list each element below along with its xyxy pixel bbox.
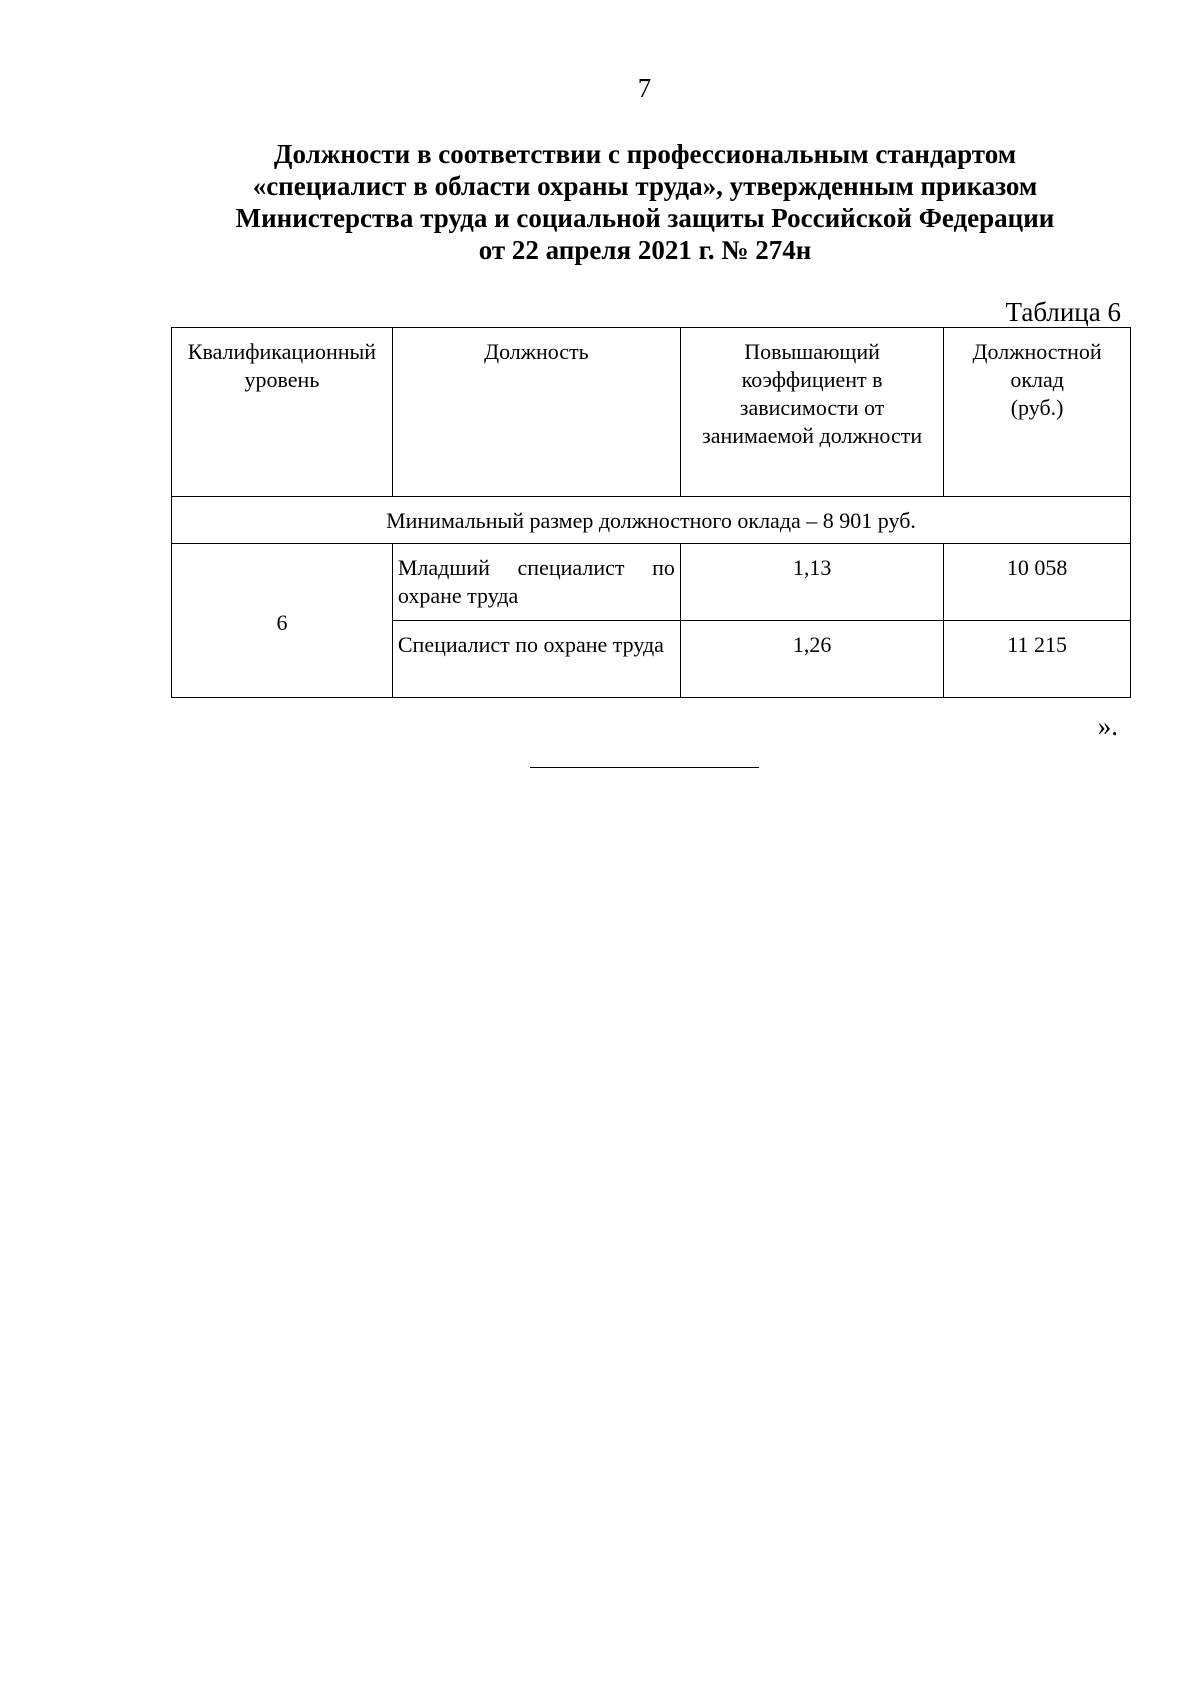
heading-line: «специалист в области охраны труда», утвержденным приказом (252, 171, 1038, 201)
heading-line: Министерства труда и социальной защиты Российской Федерации (235, 203, 1055, 233)
end-rule (530, 767, 759, 768)
level-cell: 6 (172, 544, 393, 698)
header-salary-line: оклад (1010, 367, 1064, 392)
page-number: 7 (637, 73, 652, 103)
header-salary (944, 328, 1131, 497)
position-cell: Младший специалист по охране труда (392, 544, 680, 621)
header-coefficient-line: Повышающий (744, 339, 880, 364)
salary-table (171, 327, 1131, 698)
header-salary-line: Должностной (972, 339, 1102, 364)
heading-line: от 22 апреля 2021 г. № 274н (478, 235, 812, 265)
document-heading (170, 138, 1120, 266)
salary-cell: 11 215 (944, 621, 1131, 698)
heading-line: Должности в соответствии с профессиональным стандартом (273, 139, 1017, 169)
header-level-line: Квалификационный (187, 339, 377, 364)
coefficient-cell: 1,13 (680, 544, 943, 621)
position-cell: Специалист по охране труда (392, 621, 680, 698)
header-coefficient (680, 328, 943, 497)
salary-cell: 10 058 (944, 544, 1131, 621)
header-coefficient-line: коэффициент в (741, 367, 883, 392)
table-caption: Таблица 6 (1005, 297, 1121, 327)
min-salary-row (172, 497, 1131, 544)
header-level-line: уровень (244, 367, 320, 392)
table-header-row (172, 328, 1131, 497)
header-coefficient-line: зависимости от (739, 395, 885, 420)
min-salary-cell: Минимальный размер должностного оклада – 8 901 руб. (172, 497, 1131, 544)
header-position-line: Должность (484, 339, 589, 364)
header-position (392, 328, 680, 497)
header-coefficient-line: занимаемой должности (702, 423, 923, 448)
coefficient-cell: 1,26 (680, 621, 943, 698)
closing-quote: ». (1097, 711, 1118, 741)
header-salary-line: (руб.) (1010, 395, 1064, 420)
header-level (172, 328, 393, 497)
table-row (172, 544, 1131, 621)
